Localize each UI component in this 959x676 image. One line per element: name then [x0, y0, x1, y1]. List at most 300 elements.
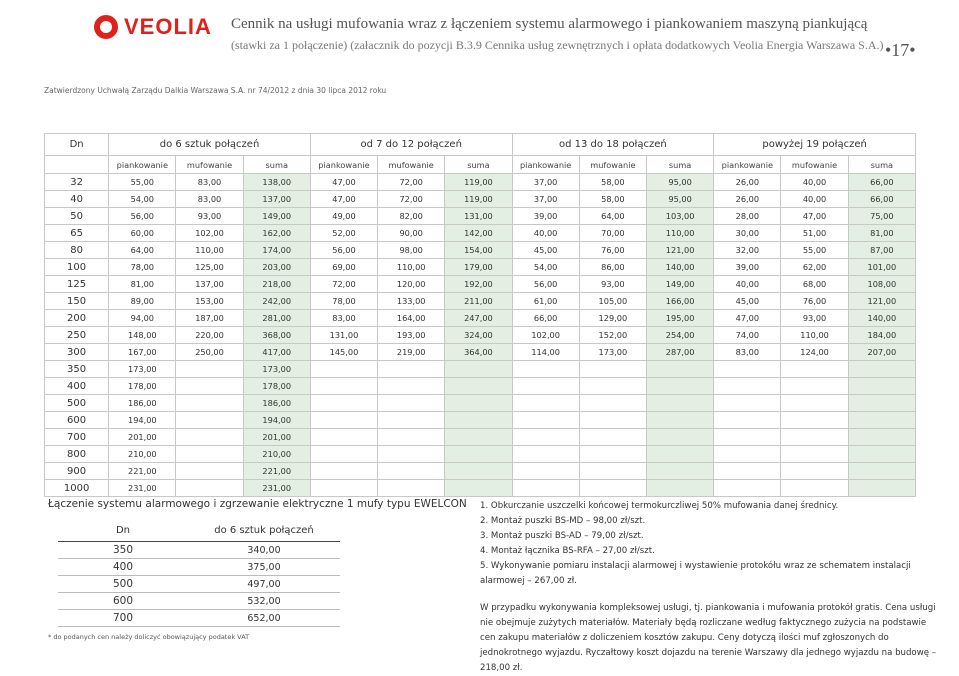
price-table-body: [45, 174, 916, 497]
price-cell: [378, 463, 445, 480]
table-row: [45, 191, 916, 208]
price-cell: 148,00: [109, 327, 176, 344]
dn-cell: 900: [45, 463, 109, 480]
price-cell: [714, 480, 781, 497]
dn-cell: 100: [45, 259, 109, 276]
price-cell: [176, 395, 243, 412]
table-row: [45, 242, 916, 259]
price-cell: [714, 361, 781, 378]
table-row: [45, 395, 916, 412]
sum-cell: [445, 429, 512, 446]
price-cell: 82,00: [378, 208, 445, 225]
price-cell: [176, 378, 243, 395]
price-cell: 55,00: [109, 174, 176, 191]
table-row: [45, 446, 916, 463]
sum-cell: 210,00: [243, 446, 310, 463]
table-row: [45, 480, 916, 497]
price-cell: [378, 429, 445, 446]
sum-cell: 140,00: [848, 310, 915, 327]
price-cell: [714, 446, 781, 463]
sum-cell: [646, 480, 713, 497]
sum-cell: 195,00: [646, 310, 713, 327]
price-cell: 54,00: [109, 191, 176, 208]
sum-cell: 368,00: [243, 327, 310, 344]
sum-cell: 184,00: [848, 327, 915, 344]
sum-cell: 207,00: [848, 344, 915, 361]
table-row: [58, 610, 340, 627]
price-cell: [579, 463, 646, 480]
subheader-mufowanie: mufowanie: [176, 156, 243, 174]
sum-cell: [445, 463, 512, 480]
subheader-suma: suma: [243, 156, 310, 174]
price-cell: 193,00: [378, 327, 445, 344]
sum-cell: 149,00: [243, 208, 310, 225]
price-cell: 102,00: [176, 225, 243, 242]
dn-cell: 500: [58, 576, 188, 593]
price-table: [44, 133, 916, 497]
price-cell: 220,00: [176, 327, 243, 344]
table-row: [45, 276, 916, 293]
dn-cell: 125: [45, 276, 109, 293]
price-cell: 221,00: [109, 463, 176, 480]
price-cell: 340,00: [188, 542, 340, 559]
sum-cell: 417,00: [243, 344, 310, 361]
price-cell: 28,00: [714, 208, 781, 225]
table-row: [45, 174, 916, 191]
price-cell: [781, 463, 848, 480]
sum-cell: 203,00: [243, 259, 310, 276]
price-cell: 78,00: [310, 293, 377, 310]
dn-cell: 600: [58, 593, 188, 610]
sum-cell: 201,00: [243, 429, 310, 446]
veolia-logo: [94, 14, 212, 40]
sum-cell: 162,00: [243, 225, 310, 242]
price-cell: 125,00: [176, 259, 243, 276]
sum-cell: 87,00: [848, 242, 915, 259]
sum-cell: [848, 378, 915, 395]
sum-cell: 140,00: [646, 259, 713, 276]
price-cell: [579, 395, 646, 412]
price-cell: 72,00: [378, 174, 445, 191]
price-cell: 94,00: [109, 310, 176, 327]
price-cell: 51,00: [781, 225, 848, 242]
price-cell: 68,00: [781, 276, 848, 293]
price-cell: 83,00: [310, 310, 377, 327]
price-cell: [579, 412, 646, 429]
price-cell: 90,00: [378, 225, 445, 242]
sum-cell: 66,00: [848, 174, 915, 191]
sum-cell: 287,00: [646, 344, 713, 361]
dn-cell: 150: [45, 293, 109, 310]
logo-text: VEOLIA: [124, 14, 212, 39]
subheader-suma: suma: [646, 156, 713, 174]
price-cell: 40,00: [781, 174, 848, 191]
price-cell: 145,00: [310, 344, 377, 361]
sum-cell: 186,00: [243, 395, 310, 412]
sum-cell: 281,00: [243, 310, 310, 327]
price-cell: 93,00: [781, 310, 848, 327]
price-cell: 231,00: [109, 480, 176, 497]
sum-cell: 324,00: [445, 327, 512, 344]
price-cell: [310, 446, 377, 463]
dn-cell: 700: [58, 610, 188, 627]
group-header: do 6 sztuk połączeń: [109, 134, 311, 156]
price-cell: 39,00: [714, 259, 781, 276]
price-cell: 76,00: [579, 242, 646, 259]
price-cell: 89,00: [109, 293, 176, 310]
table-row: [45, 344, 916, 361]
price-cell: 114,00: [512, 344, 579, 361]
price-cell: 120,00: [378, 276, 445, 293]
sum-cell: 242,00: [243, 293, 310, 310]
table-row: [45, 293, 916, 310]
note-item: 5. Wykonywanie pomiaru instalacji alarmowej i wystawienie protokółu wraz ze schematem instalacji alarmowej – 267,00 zł.: [480, 561, 911, 586]
dn-subheader-empty: [45, 156, 109, 174]
price-cell: 30,00: [714, 225, 781, 242]
price-cell: 66,00: [512, 310, 579, 327]
ewelcon-table: [58, 519, 340, 627]
price-cell: 83,00: [714, 344, 781, 361]
price-cell: [176, 429, 243, 446]
price-cell: [378, 412, 445, 429]
price-cell: [714, 412, 781, 429]
price-cell: 40,00: [781, 191, 848, 208]
price-cell: 93,00: [579, 276, 646, 293]
price-cell: 219,00: [378, 344, 445, 361]
sum-cell: 364,00: [445, 344, 512, 361]
dn-cell: 300: [45, 344, 109, 361]
price-cell: 37,00: [512, 174, 579, 191]
price-cell: [512, 446, 579, 463]
sum-cell: 137,00: [243, 191, 310, 208]
sum-cell: 211,00: [445, 293, 512, 310]
approval-note: Zatwierdzony Uchwałą Zarządu Dalkia Warszawa S.A. nr 74/2012 z dnia 30 lipca 2012 roku: [44, 86, 387, 95]
price-cell: 86,00: [579, 259, 646, 276]
price-cell: 83,00: [176, 174, 243, 191]
price-cell: [512, 429, 579, 446]
subheader-piankowanie: piankowanie: [310, 156, 377, 174]
sum-cell: 103,00: [646, 208, 713, 225]
price-cell: [512, 378, 579, 395]
price-cell: [310, 412, 377, 429]
price-cell: 72,00: [378, 191, 445, 208]
sum-cell: 108,00: [848, 276, 915, 293]
sum-cell: 173,00: [243, 361, 310, 378]
table-row: [58, 559, 340, 576]
dn-cell: 50: [45, 208, 109, 225]
price-cell: [781, 446, 848, 463]
dn-cell: 350: [58, 542, 188, 559]
price-cell: [176, 446, 243, 463]
price-cell: [378, 378, 445, 395]
price-cell: 129,00: [579, 310, 646, 327]
price-cell: [176, 463, 243, 480]
table-row: [45, 361, 916, 378]
ewelcon-dn-header: Dn: [58, 519, 188, 542]
price-cell: [781, 395, 848, 412]
notes-paragraph: W przypadku wykonywania kompleksowej usługi, tj. piankowania i mufowania protokół gratis. Cena usługi nie obejmuje zużytych materiałów. Materiały będą rozliczane według faktycznego zużycia na podstawie cen zakupu materiałów z doliczeniem kosztów zakupu. Ceny dotyczą ilości muf zgłoszonych do jednokrotnego wyjazdu. Ryczałtowy koszt dojazdu na terenie Warszawy dla jednego wyjazdu na budowę – 218,00 zł.: [480, 603, 937, 673]
price-cell: 110,00: [378, 259, 445, 276]
price-cell: 74,00: [714, 327, 781, 344]
subheader-suma: suma: [848, 156, 915, 174]
price-cell: 56,00: [109, 208, 176, 225]
dn-cell: 1000: [45, 480, 109, 497]
price-cell: [310, 480, 377, 497]
table-row: [45, 310, 916, 327]
sum-cell: 119,00: [445, 174, 512, 191]
sum-cell: [848, 395, 915, 412]
page-title: Cennik na usługi mufowania wraz z łączeniem systemu alarmowego i piankowaniem maszyną piankującą: [231, 16, 868, 32]
price-cell: 133,00: [378, 293, 445, 310]
price-cell: 131,00: [310, 327, 377, 344]
sum-cell: [445, 446, 512, 463]
dn-cell: 700: [45, 429, 109, 446]
price-cell: [714, 429, 781, 446]
sum-cell: [445, 412, 512, 429]
subheader-piankowanie: piankowanie: [714, 156, 781, 174]
price-cell: [310, 361, 377, 378]
note-item: 4. Montaż łącznika BS-RFA – 27,00 zł/szt.: [480, 546, 655, 556]
sum-cell: 149,00: [646, 276, 713, 293]
price-cell: [512, 395, 579, 412]
price-cell: 49,00: [310, 208, 377, 225]
sum-cell: 192,00: [445, 276, 512, 293]
subheader-mufowanie: mufowanie: [579, 156, 646, 174]
sum-cell: 231,00: [243, 480, 310, 497]
dn-cell: 350: [45, 361, 109, 378]
price-cell: 60,00: [109, 225, 176, 242]
price-cell: 47,00: [714, 310, 781, 327]
table-row: [58, 576, 340, 593]
note-item: 3. Montaż puszki BS-AD – 79,00 zł/szt.: [480, 531, 644, 541]
price-cell: 194,00: [109, 412, 176, 429]
price-cell: [781, 361, 848, 378]
dn-cell: 500: [45, 395, 109, 412]
price-cell: [781, 429, 848, 446]
price-cell: 164,00: [378, 310, 445, 327]
table-row: [58, 593, 340, 610]
price-cell: 69,00: [310, 259, 377, 276]
price-cell: 39,00: [512, 208, 579, 225]
price-cell: [579, 480, 646, 497]
sum-cell: 110,00: [646, 225, 713, 242]
price-cell: [579, 378, 646, 395]
price-cell: 62,00: [781, 259, 848, 276]
sum-cell: [848, 480, 915, 497]
sum-cell: 138,00: [243, 174, 310, 191]
table-row: [45, 208, 916, 225]
price-cell: [310, 429, 377, 446]
price-cell: [579, 429, 646, 446]
subheader-mufowanie: mufowanie: [781, 156, 848, 174]
price-cell: 40,00: [512, 225, 579, 242]
dn-cell: 32: [45, 174, 109, 191]
sum-cell: 121,00: [848, 293, 915, 310]
sum-cell: 221,00: [243, 463, 310, 480]
price-cell: 173,00: [109, 361, 176, 378]
sum-cell: 95,00: [646, 191, 713, 208]
group-header: powyżej 19 połączeń: [714, 134, 916, 156]
subheader-mufowanie: mufowanie: [378, 156, 445, 174]
price-cell: 64,00: [109, 242, 176, 259]
price-cell: [579, 361, 646, 378]
sum-cell: [848, 446, 915, 463]
ewelcon-header-row: [58, 519, 340, 542]
price-cell: 45,00: [512, 242, 579, 259]
dn-cell: 400: [58, 559, 188, 576]
sum-cell: 174,00: [243, 242, 310, 259]
price-cell: [378, 395, 445, 412]
table-row: [45, 412, 916, 429]
sum-cell: 254,00: [646, 327, 713, 344]
price-cell: [310, 463, 377, 480]
table-row: [45, 225, 916, 242]
dn-cell: 800: [45, 446, 109, 463]
table-row: [45, 259, 916, 276]
price-cell: [714, 395, 781, 412]
price-cell: [579, 446, 646, 463]
sum-cell: 119,00: [445, 191, 512, 208]
price-cell: [512, 463, 579, 480]
sum-cell: 179,00: [445, 259, 512, 276]
price-cell: 56,00: [512, 276, 579, 293]
subheader-piankowanie: piankowanie: [512, 156, 579, 174]
sum-cell: 81,00: [848, 225, 915, 242]
price-cell: 55,00: [781, 242, 848, 259]
price-cell: 52,00: [310, 225, 377, 242]
price-cell: 47,00: [310, 191, 377, 208]
group-header: od 13 do 18 połączeń: [512, 134, 714, 156]
price-cell: 64,00: [579, 208, 646, 225]
sum-cell: [445, 361, 512, 378]
dn-header: Dn: [45, 134, 109, 156]
price-cell: 250,00: [176, 344, 243, 361]
sum-cell: [646, 429, 713, 446]
sum-cell: [445, 395, 512, 412]
price-cell: [310, 395, 377, 412]
sum-cell: [848, 463, 915, 480]
sum-cell: [445, 480, 512, 497]
price-cell: [781, 412, 848, 429]
price-cell: [714, 463, 781, 480]
sum-cell: 75,00: [848, 208, 915, 225]
price-cell: 78,00: [109, 259, 176, 276]
dn-cell: 600: [45, 412, 109, 429]
price-cell: 187,00: [176, 310, 243, 327]
price-cell: 47,00: [781, 208, 848, 225]
price-cell: [781, 378, 848, 395]
sum-cell: [646, 378, 713, 395]
price-cell: 110,00: [176, 242, 243, 259]
price-cell: 26,00: [714, 191, 781, 208]
price-cell: [512, 361, 579, 378]
page-number: •17•: [885, 40, 916, 60]
sum-cell: 142,00: [445, 225, 512, 242]
group-header-row: [45, 134, 916, 156]
price-cell: 72,00: [310, 276, 377, 293]
price-cell: 47,00: [310, 174, 377, 191]
subheader-suma: suma: [445, 156, 512, 174]
price-cell: 61,00: [512, 293, 579, 310]
note-item: 1. Obkurczanie uszczelki końcowej termokurczliwej 50% mufowania danej średnicy.: [480, 501, 839, 511]
table-row: [45, 429, 916, 446]
price-cell: [378, 480, 445, 497]
price-cell: 102,00: [512, 327, 579, 344]
price-cell: 110,00: [781, 327, 848, 344]
price-cell: 375,00: [188, 559, 340, 576]
sum-cell: 194,00: [243, 412, 310, 429]
price-cell: 40,00: [714, 276, 781, 293]
price-cell: [176, 412, 243, 429]
price-cell: [378, 361, 445, 378]
price-cell: 81,00: [109, 276, 176, 293]
sum-cell: 95,00: [646, 174, 713, 191]
sum-cell: [646, 395, 713, 412]
sum-cell: [848, 429, 915, 446]
price-cell: 201,00: [109, 429, 176, 446]
price-cell: 76,00: [781, 293, 848, 310]
dn-cell: 250: [45, 327, 109, 344]
price-cell: 56,00: [310, 242, 377, 259]
price-cell: 186,00: [109, 395, 176, 412]
price-cell: 210,00: [109, 446, 176, 463]
dn-cell: 65: [45, 225, 109, 242]
ewelcon-table-body: [58, 542, 340, 627]
notes: [480, 499, 940, 676]
notes-list: [480, 499, 940, 589]
price-cell: 152,00: [579, 327, 646, 344]
sum-cell: [646, 361, 713, 378]
price-cell: 58,00: [579, 191, 646, 208]
price-cell: 137,00: [176, 276, 243, 293]
price-cell: 93,00: [176, 208, 243, 225]
sum-cell: [646, 412, 713, 429]
sum-cell: [646, 446, 713, 463]
sum-cell: 178,00: [243, 378, 310, 395]
dn-cell: 200: [45, 310, 109, 327]
section2-title: Łączenie systemu alarmowego i zgrzewanie elektryczne 1 mufy typu EWELCON: [48, 498, 467, 510]
price-cell: 652,00: [188, 610, 340, 627]
dn-cell: 40: [45, 191, 109, 208]
sum-cell: [445, 378, 512, 395]
page-subtitle: (stawki za 1 połączenie) (załacznik do pozycji B.3.9 Cennika usług zewnętrznych i opłata dodatkowych Veolia Energia Warszawa S.A.): [231, 38, 884, 52]
ewelcon-col-header: do 6 sztuk połączeń: [188, 519, 340, 542]
price-cell: 153,00: [176, 293, 243, 310]
sum-cell: 247,00: [445, 310, 512, 327]
sum-cell: [848, 412, 915, 429]
table-row: [45, 378, 916, 395]
dn-cell: 80: [45, 242, 109, 259]
price-cell: 124,00: [781, 344, 848, 361]
price-cell: [176, 480, 243, 497]
sub-header-row: [45, 156, 916, 174]
dn-cell: 400: [45, 378, 109, 395]
table-row: [45, 327, 916, 344]
sum-cell: 66,00: [848, 191, 915, 208]
price-cell: 26,00: [714, 174, 781, 191]
price-cell: 83,00: [176, 191, 243, 208]
price-cell: 173,00: [579, 344, 646, 361]
price-cell: [176, 361, 243, 378]
sum-cell: 166,00: [646, 293, 713, 310]
price-cell: [512, 412, 579, 429]
price-cell: 105,00: [579, 293, 646, 310]
sum-cell: [848, 361, 915, 378]
price-cell: 32,00: [714, 242, 781, 259]
table-row: [58, 542, 340, 559]
group-header: od 7 do 12 połączeń: [310, 134, 512, 156]
subheader-piankowanie: piankowanie: [109, 156, 176, 174]
